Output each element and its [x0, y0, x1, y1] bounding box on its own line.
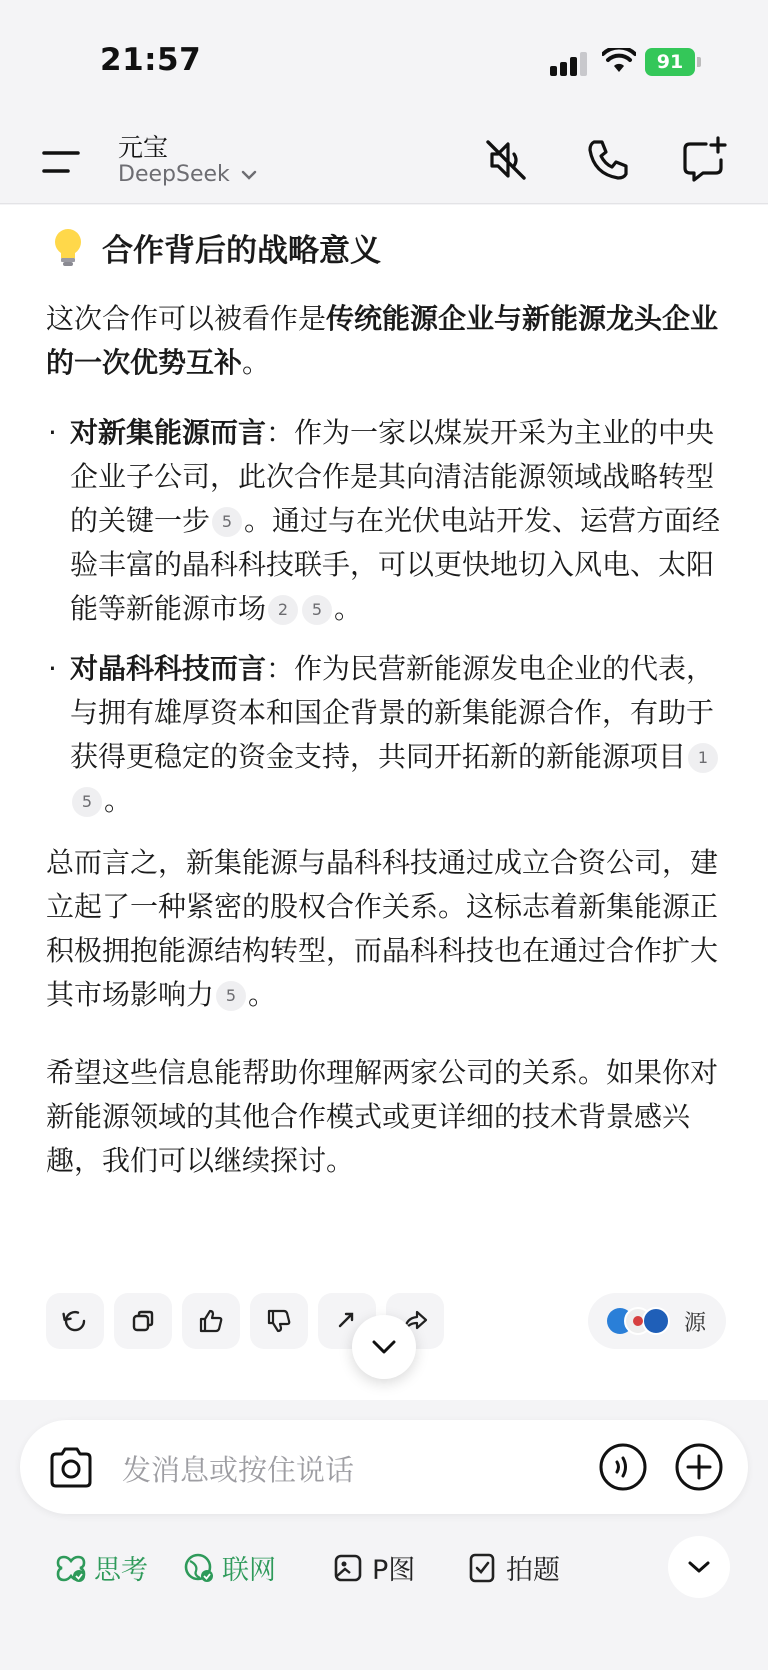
list-item: · 对新集能源而言：作为一家以煤炭开采为主业的中央企业子公司，此次合作是其向清洁能源领域战略转型的关键一步 5 。通过与在光伏电站开发、运营方面经验丰富的晶科科技联手，可以更快地切入风电、太阳能等新能源市场 2 5 。	[48, 416, 721, 625]
composer-area	[0, 1400, 768, 1670]
regenerate-button[interactable]	[46, 1293, 104, 1349]
menu-icon[interactable]	[42, 138, 86, 184]
citation-badge[interactable]: 5	[212, 507, 242, 537]
voice-input-icon[interactable]	[598, 1442, 648, 1492]
chevron-down-icon	[371, 1339, 397, 1355]
input-placeholder: 发消息或按住说话	[122, 1453, 355, 1487]
tool-label: 思考	[94, 1555, 148, 1586]
tool-bar	[48, 1548, 728, 1588]
wifi-icon	[602, 48, 636, 74]
tool-web-search[interactable]	[182, 1548, 276, 1587]
battery-indicator	[645, 48, 701, 76]
thumbs-down-icon	[264, 1306, 294, 1336]
new-chat-icon[interactable]	[676, 132, 732, 188]
citation-badge[interactable]: 5	[72, 787, 102, 817]
status-bar	[0, 0, 768, 118]
tool-photo-question[interactable]	[466, 1548, 560, 1587]
chat-header	[0, 118, 768, 204]
thumbs-up-icon	[196, 1306, 226, 1336]
scroll-to-bottom-button[interactable]	[352, 1315, 416, 1379]
tool-label: 拍题	[506, 1555, 560, 1586]
collapse-tools-button[interactable]	[668, 1536, 730, 1598]
copy-button[interactable]	[114, 1293, 172, 1349]
mute-voice-icon[interactable]	[478, 132, 534, 188]
dislike-button[interactable]	[250, 1293, 308, 1349]
tool-label: 联网	[222, 1555, 276, 1586]
sources-button[interactable]	[588, 1293, 726, 1349]
tool-image-edit[interactable]	[332, 1548, 415, 1587]
chevron-down-icon	[241, 169, 257, 181]
citation-badge[interactable]: 1	[688, 743, 718, 773]
camera-icon[interactable]	[46, 1446, 96, 1490]
lightbulb-icon	[48, 227, 88, 269]
sources-label: 源	[684, 1311, 707, 1336]
copy-icon	[128, 1306, 158, 1336]
deep-think-icon	[54, 1551, 88, 1585]
phone-call-icon[interactable]	[580, 132, 636, 188]
summary-paragraph: 总而言之，新集能源与晶科科技通过成立合资公司，建立起了一种紧密的股权合作关系。这标志着新集能源正积极拥抱能源结构转型，而晶科科技也在通过合作扩大其市场影响力 5 。	[46, 846, 719, 1011]
section-title: 合作背后的战略意义	[102, 233, 381, 269]
message-input[interactable]	[20, 1420, 748, 1514]
like-button[interactable]	[182, 1293, 240, 1349]
tool-deep-think[interactable]	[54, 1548, 148, 1587]
model-selector[interactable]	[118, 162, 257, 187]
source-site-icons	[602, 1301, 686, 1341]
battery-level: 91	[645, 48, 695, 76]
tool-label: P图	[372, 1555, 416, 1586]
refresh-icon	[60, 1306, 90, 1336]
citation-badge[interactable]: 5	[216, 981, 246, 1011]
citation-badge[interactable]: 2	[268, 595, 298, 625]
chat-content[interactable]	[0, 205, 768, 1400]
closing-paragraph: 希望这些信息能帮助你理解两家公司的关系。如果你对新能源领域的其他合作模式或更详细的技术背景感兴趣，我们可以继续探讨。	[46, 1056, 719, 1177]
list-item: · 对晶科科技而言：作为民营新能源发电企业的代表，与拥有雄厚资本和国企背景的新集能源合作，有助于获得更稳定的资金支持，共同开拓新的新能源项目 15 。	[46, 647, 726, 823]
app-title: 元宝	[118, 133, 169, 162]
cellular-signal-icon	[550, 52, 590, 76]
photo-question-icon	[466, 1551, 500, 1585]
add-icon[interactable]	[674, 1442, 724, 1492]
intro-paragraph: 这次合作可以被看作是传统能源企业与新能源龙头企业的一次优势互补。	[46, 302, 719, 379]
section-heading	[48, 225, 381, 270]
clock: 21:57	[100, 42, 202, 78]
model-name: DeepSeek	[118, 162, 230, 187]
globe-icon	[182, 1551, 216, 1585]
chevron-down-icon	[687, 1560, 711, 1574]
citation-badge[interactable]: 5	[302, 595, 332, 625]
image-edit-icon	[332, 1551, 366, 1585]
